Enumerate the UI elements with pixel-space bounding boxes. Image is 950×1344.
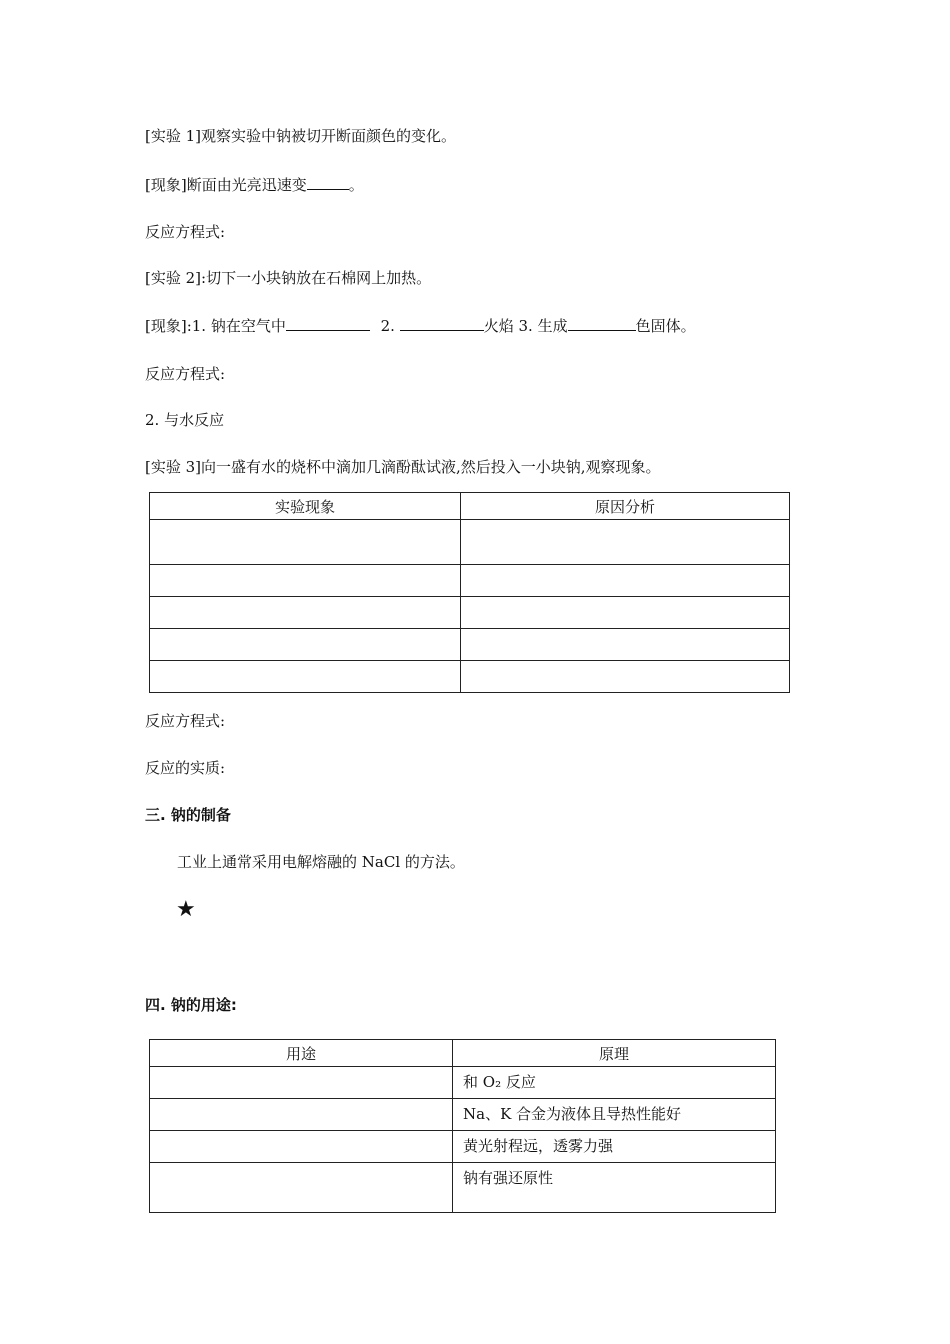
table-cell[interactable] (461, 597, 790, 629)
table-cell[interactable] (150, 629, 461, 661)
principle-cell: Na、K 合金为液体且导热性能好 (453, 1099, 776, 1131)
experiment-3-text: [实验 3]向一盛有水的烧杯中滴加几滴酚酞试液,然后投入一小块钠,观察现象。 (145, 458, 661, 476)
phenomenon-1-label: [现象]断面由光亮迅速变 (145, 176, 307, 194)
answer-blank[interactable] (400, 316, 484, 331)
phenomenon-1 (145, 175, 364, 195)
phenomenon-2-part4: 色固体。 (635, 317, 696, 335)
experiment-table (149, 492, 790, 693)
table-cell[interactable] (150, 661, 461, 693)
answer-blank[interactable] (286, 316, 370, 331)
phenomenon-1-end: 。 (348, 176, 364, 194)
water-reaction-heading: 2. 与水反应 (145, 411, 225, 429)
table-cell[interactable] (461, 661, 790, 693)
phenomenon-2-part2: 2. (380, 317, 395, 335)
table-cell[interactable] (461, 565, 790, 597)
phenomenon-2-part1: [现象]:1. 钠在空气中 (145, 317, 286, 335)
section-3-text: 工业上通常采用电解熔融的 NaCl 的方法。 (177, 853, 465, 871)
table-cell[interactable] (150, 565, 461, 597)
principle-cell: 钠有强还原性 (453, 1163, 776, 1213)
section-3-title: 三. 钠的制备 (145, 806, 231, 824)
principle-cell: 和 O₂ 反应 (453, 1067, 776, 1099)
header-reason: 原因分析 (461, 493, 790, 520)
answer-blank[interactable] (307, 175, 349, 190)
equation-label-3: 反应方程式: (145, 712, 226, 730)
header-use: 用途 (150, 1040, 453, 1067)
uses-table (149, 1039, 776, 1213)
table-cell[interactable] (461, 520, 790, 565)
table-cell[interactable] (150, 520, 461, 565)
use-cell[interactable] (150, 1163, 453, 1213)
use-cell[interactable] (150, 1099, 453, 1131)
answer-blank[interactable] (568, 316, 636, 331)
use-cell[interactable] (150, 1067, 453, 1099)
header-principle: 原理 (453, 1040, 776, 1067)
star-icon: ★ (176, 897, 196, 922)
equation-label-2: 反应方程式: (145, 365, 226, 383)
reaction-essence-label: 反应的实质: (145, 759, 226, 777)
section-4-title: 四. 钠的用途: (145, 996, 237, 1014)
phenomenon-2 (145, 316, 696, 336)
phenomenon-2-part3: 火焰 3. 生成 (483, 317, 568, 335)
header-phenomenon: 实验现象 (150, 493, 461, 520)
experiment-2-text: [实验 2]:切下一小块钠放在石棉网上加热。 (145, 269, 432, 287)
principle-cell: 黄光射程远，透雾力强 (453, 1131, 776, 1163)
experiment-1-text: [实验 1]观察实验中钠被切开断面颜色的变化。 (145, 127, 457, 145)
table-cell[interactable] (461, 629, 790, 661)
equation-label-1: 反应方程式: (145, 223, 226, 241)
table-cell[interactable] (150, 597, 461, 629)
use-cell[interactable] (150, 1131, 453, 1163)
